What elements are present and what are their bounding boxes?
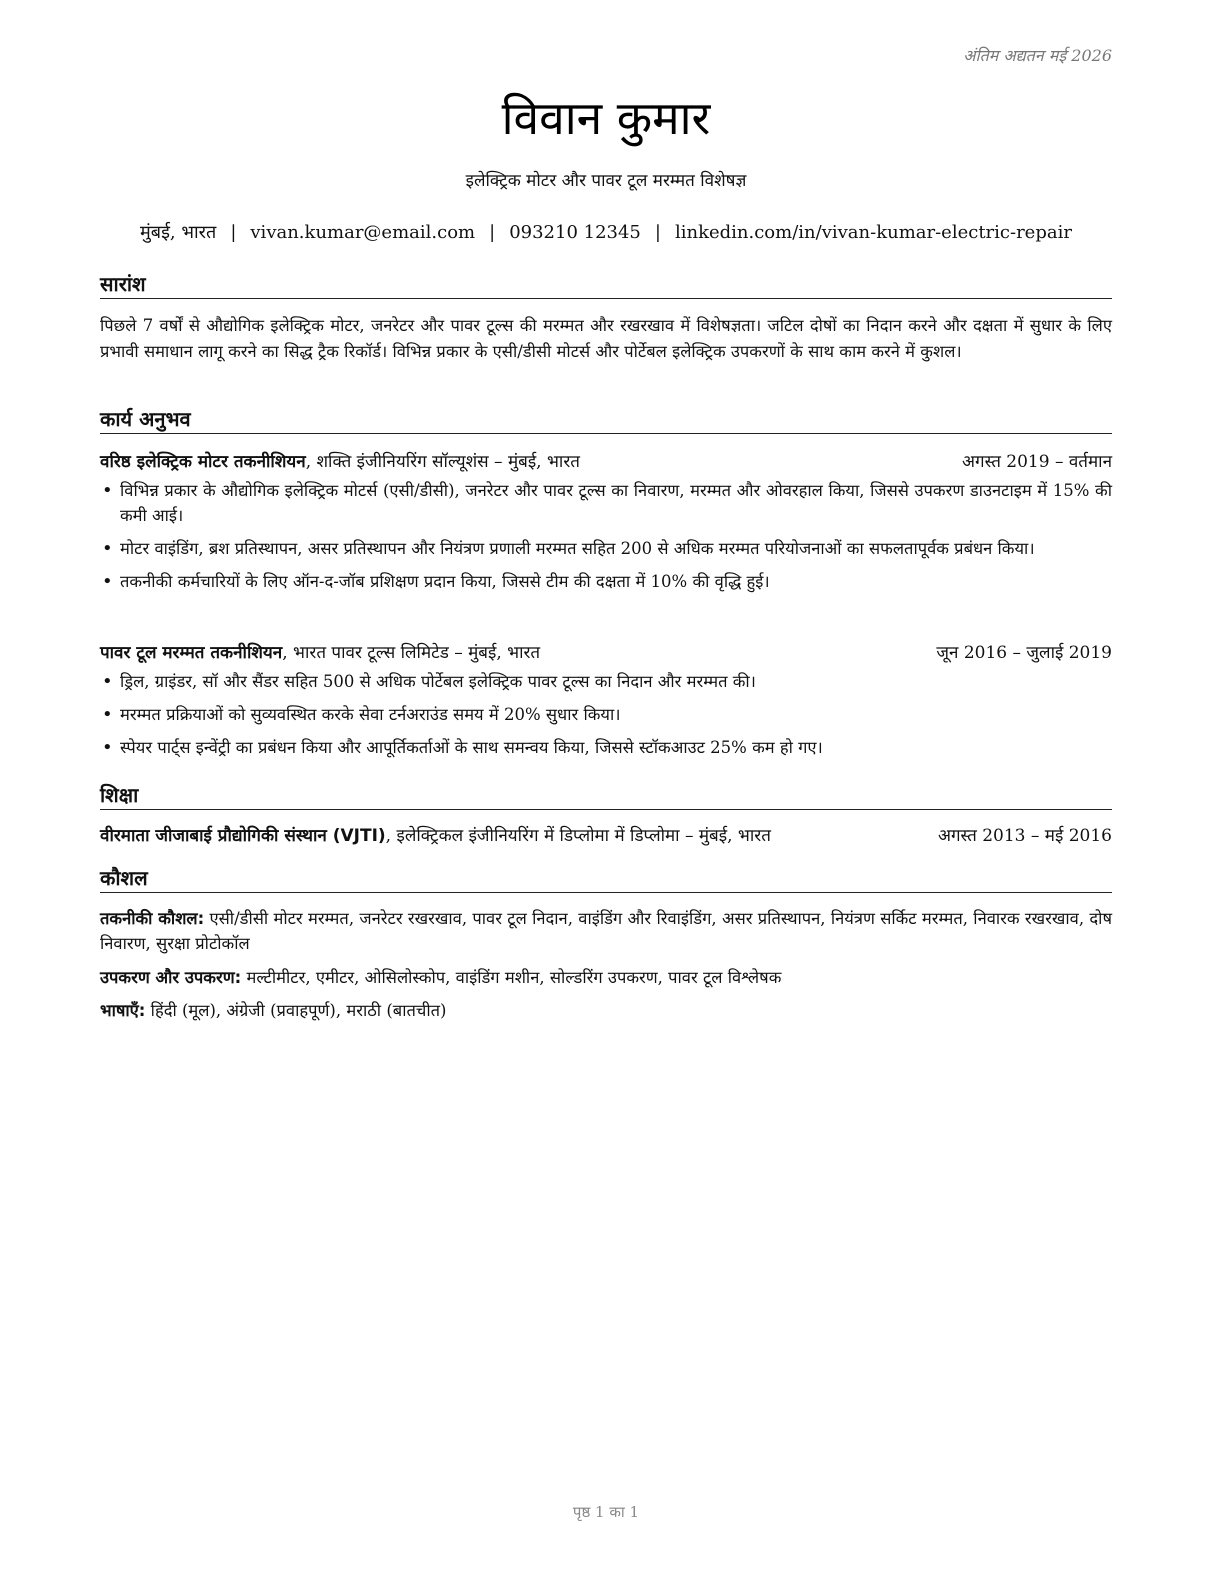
list-item: • मोटर वाइंडिंग, ब्रश प्रतिस्थापन, असर प्रतिस्थापन और नियंत्रण प्रणाली मरम्मत सहित 200 से अधिक मरम्मत परियोजनाओं का सफलतापूर्वक प्रबंधन किया। — [100, 536, 1112, 561]
job-bullets — [100, 669, 1112, 768]
skills-heading: कौशल — [100, 864, 1112, 893]
education-line — [100, 823, 771, 846]
headline: इलेक्ट्रिक मोटर और पावर टूल मरम्मत विशेषज्ञ — [465, 171, 747, 191]
job-dates: अगस्त 2019 – वर्तमान — [962, 452, 1112, 472]
education-entry — [100, 823, 1112, 846]
contact-email[interactable]: vivan.kumar@email.com — [250, 222, 476, 243]
job-header — [100, 640, 1112, 663]
job-role: पावर टूल मरम्मत तकनीशियन — [100, 643, 283, 663]
contact-location: मुंबई, भारत — [140, 222, 217, 243]
contact-separator: | — [489, 222, 496, 243]
skill-label: तकनीकी कौशल: — [100, 909, 205, 928]
contact-line — [100, 220, 1112, 244]
skill-line — [100, 965, 1112, 990]
job-header — [100, 449, 1112, 472]
page-number: पृष्ठ 1 का 1 — [572, 1503, 640, 1521]
job-title-line — [100, 449, 580, 472]
skill-label: भाषाएँ: — [100, 1001, 146, 1020]
skill-label: उपकरण और उपकरण: — [100, 968, 242, 987]
education-dates: अगस्त 2013 – मई 2016 — [937, 826, 1112, 846]
job-role: वरिष्ठ इलेक्ट्रिक मोटर तकनीशियन — [100, 452, 306, 472]
last-updated-note: अंतिम अद्यतन मई 2026 — [963, 46, 1112, 65]
candidate-name: विवान कुमार — [501, 91, 711, 145]
list-item: • मरम्मत प्रक्रियाओं को सुव्यवस्थित करके सेवा टर्नअराउंड समय में 20% सुधार किया। — [100, 702, 1112, 727]
contact-separator: | — [654, 222, 661, 243]
skill-line — [100, 998, 1112, 1023]
summary-heading: सारांश — [100, 270, 1112, 299]
experience-heading: कार्य अनुभव — [100, 405, 1112, 434]
list-item: • तकनीकी कर्मचारियों के लिए ऑन-द-जॉब प्रशिक्षण प्रदान किया, जिससे टीम की दक्षता में 10% की वृद्धि हुई। — [100, 569, 1112, 594]
job-title-line — [100, 640, 540, 663]
list-item: • विभिन्न प्रकार के औद्योगिक इलेक्ट्रिक मोटर्स (एसी/डीसी), जनरेटर और पावर टूल्स का निवारण, मरम्मत और ओवरहाल किया, जिससे उपकरण डाउनटाइम में 15% की कमी आई। — [100, 478, 1112, 528]
job-org: , भारत पावर टूल्स लिमिटेड – मुंबई, भारत — [282, 643, 541, 663]
skill-value: हिंदी (मूल), अंग्रेजी (प्रवाहपूर्ण), मराठी (बातचीत) — [145, 1001, 447, 1020]
skill-line — [100, 906, 1112, 956]
contact-separator: | — [230, 222, 237, 243]
skill-value: मल्टीमीटर, एमीटर, ओसिलोस्कोप, वाइंडिंग मशीन, सोल्डरिंग उपकरण, पावर टूल विश्लेषक — [241, 968, 782, 987]
institution-name: वीरमाता जीजाबाई प्रौद्योगिकी संस्थान (VJTI) — [100, 826, 386, 846]
job-org: , शक्ति इंजीनियरिंग सॉल्यूशंस – मुंबई, भारत — [305, 452, 580, 472]
contact-linkedin[interactable]: linkedin.com/in/vivan-kumar-electric-repair — [674, 222, 1072, 243]
job-dates: जून 2016 – जुलाई 2019 — [936, 643, 1112, 663]
education-heading: शिक्षा — [100, 781, 1112, 810]
list-item: • स्पेयर पार्ट्स इन्वेंट्री का प्रबंधन किया और आपूर्तिकर्ताओं के साथ समन्वय किया, जिससे स्टॉकआउट 25% कम हो गए। — [100, 735, 1112, 760]
contact-phone[interactable]: 093210 12345 — [509, 222, 641, 243]
list-item: • ड्रिल, ग्राइंडर, सॉ और सैंडर सहित 500 से अधिक पोर्टेबल इलेक्ट्रिक पावर टूल्स का निदान और मरम्मत की। — [100, 669, 1112, 694]
education-detail: , इलेक्ट्रिकल इंजीनियरिंग में डिप्लोमा में डिप्लोमा – मुंबई, भारत — [385, 826, 771, 846]
summary-text: पिछले 7 वर्षों से औद्योगिक इलेक्ट्रिक मोटर, जनरेटर और पावर टूल्स की मरम्मत और रखरखाव में विशेषज्ञता। जटिल दोषों का निदान करने और दक्षता में सुधार के लिए प्रभावी समाधान लागू करने का सिद्ध ट्रैक रिकॉर्ड। विभिन्न प्रकार के एसी/डीसी मोटर्स और पोर्टेबल इलेक्ट्रिक उपकरणों के साथ काम करने में कुशल। — [100, 316, 1112, 361]
skill-value: एसी/डीसी मोटर मरम्मत, जनरेटर रखरखाव, पावर टूल निदान, वाइंडिंग और रिवाइंडिंग, असर प्रतिस्थापन, नियंत्रण सर्किट मरम्मत, निवारक रखरखाव, दोष निवारण, सुरक्षा प्रोटोकॉल — [100, 909, 1112, 953]
job-bullets — [100, 478, 1112, 602]
resume-page — [100, 0, 1112, 1584]
